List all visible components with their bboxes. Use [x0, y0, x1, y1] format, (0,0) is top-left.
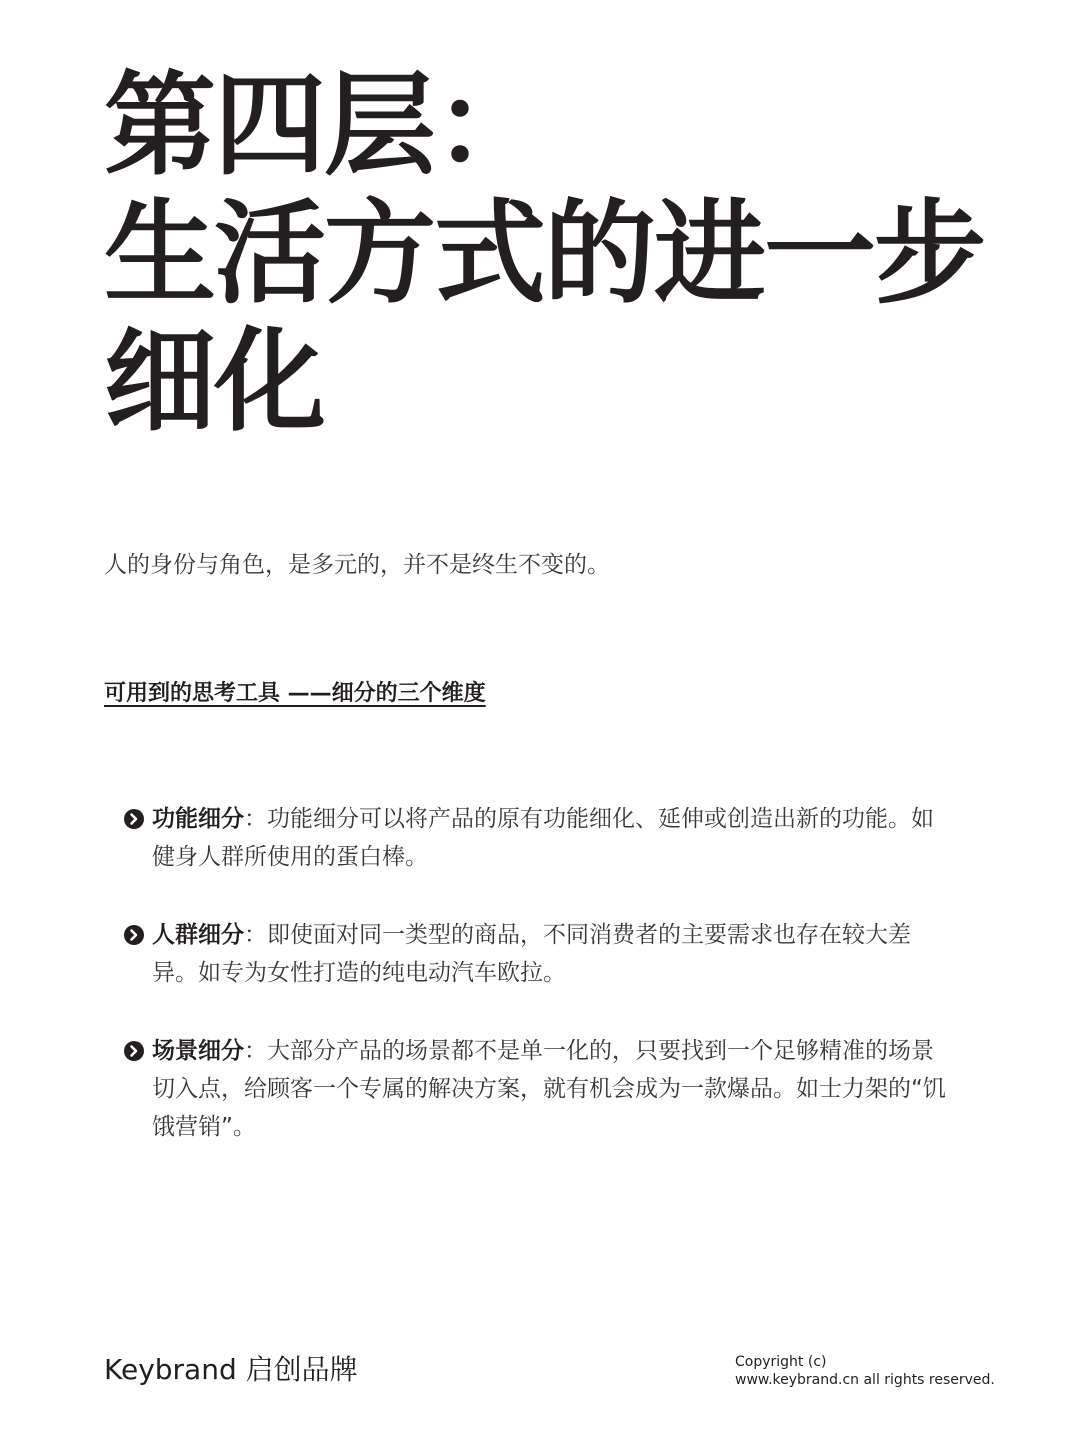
list-item-text: 大部分产品的场景都不是单一化的，只要找到一个足够精准的场景切入点，给顾客一个专属的解决方案，就有机会成为一款爆品。如士力架的“饥饿营销”。 [152, 1038, 946, 1140]
list-item-title: 人群细分 [152, 922, 244, 948]
tools-heading: 可用到的思考工具 ——细分的三个维度 [104, 681, 486, 706]
page-title-line-2: 生活方式的进一步 [104, 189, 984, 319]
list-item-audience [124, 916, 954, 992]
chevron-right-circle-icon [124, 809, 144, 829]
chevron-right-circle-icon [124, 1041, 144, 1061]
chevron-right-circle-icon [124, 925, 144, 945]
brand-name: Keybrand 启创品牌 [104, 1353, 358, 1386]
subtitle: 人的身份与角色，是多元的，并不是终生不变的。 [104, 552, 610, 578]
copyright-line-1: Copyright (c) [735, 1354, 827, 1370]
page-title [104, 62, 984, 446]
list-item-text: 即使面对同一类型的商品，不同消费者的主要需求也存在较大差异。如专为女性打造的纯电动汽车欧拉。 [152, 922, 911, 986]
list-item-function [124, 800, 954, 876]
list-item-title: 功能细分 [152, 806, 244, 832]
list-item-separator: ： [244, 1038, 267, 1064]
page-title-line-1: 第四层： [104, 61, 544, 191]
list-item-scenario [124, 1032, 954, 1146]
copyright-notice [735, 1353, 995, 1389]
dimension-list [124, 800, 954, 1146]
copyright-line-2: www.keybrand.cn all rights reserved. [735, 1372, 995, 1388]
list-item-separator: ： [244, 922, 267, 948]
list-item-title: 场景细分 [152, 1038, 244, 1064]
list-item-separator: ： [244, 806, 267, 832]
list-item-text: 功能细分可以将产品的原有功能细化、延伸或创造出新的功能。如健身人群所使用的蛋白棒。 [152, 806, 934, 870]
page-title-line-3: 细化 [104, 317, 324, 447]
